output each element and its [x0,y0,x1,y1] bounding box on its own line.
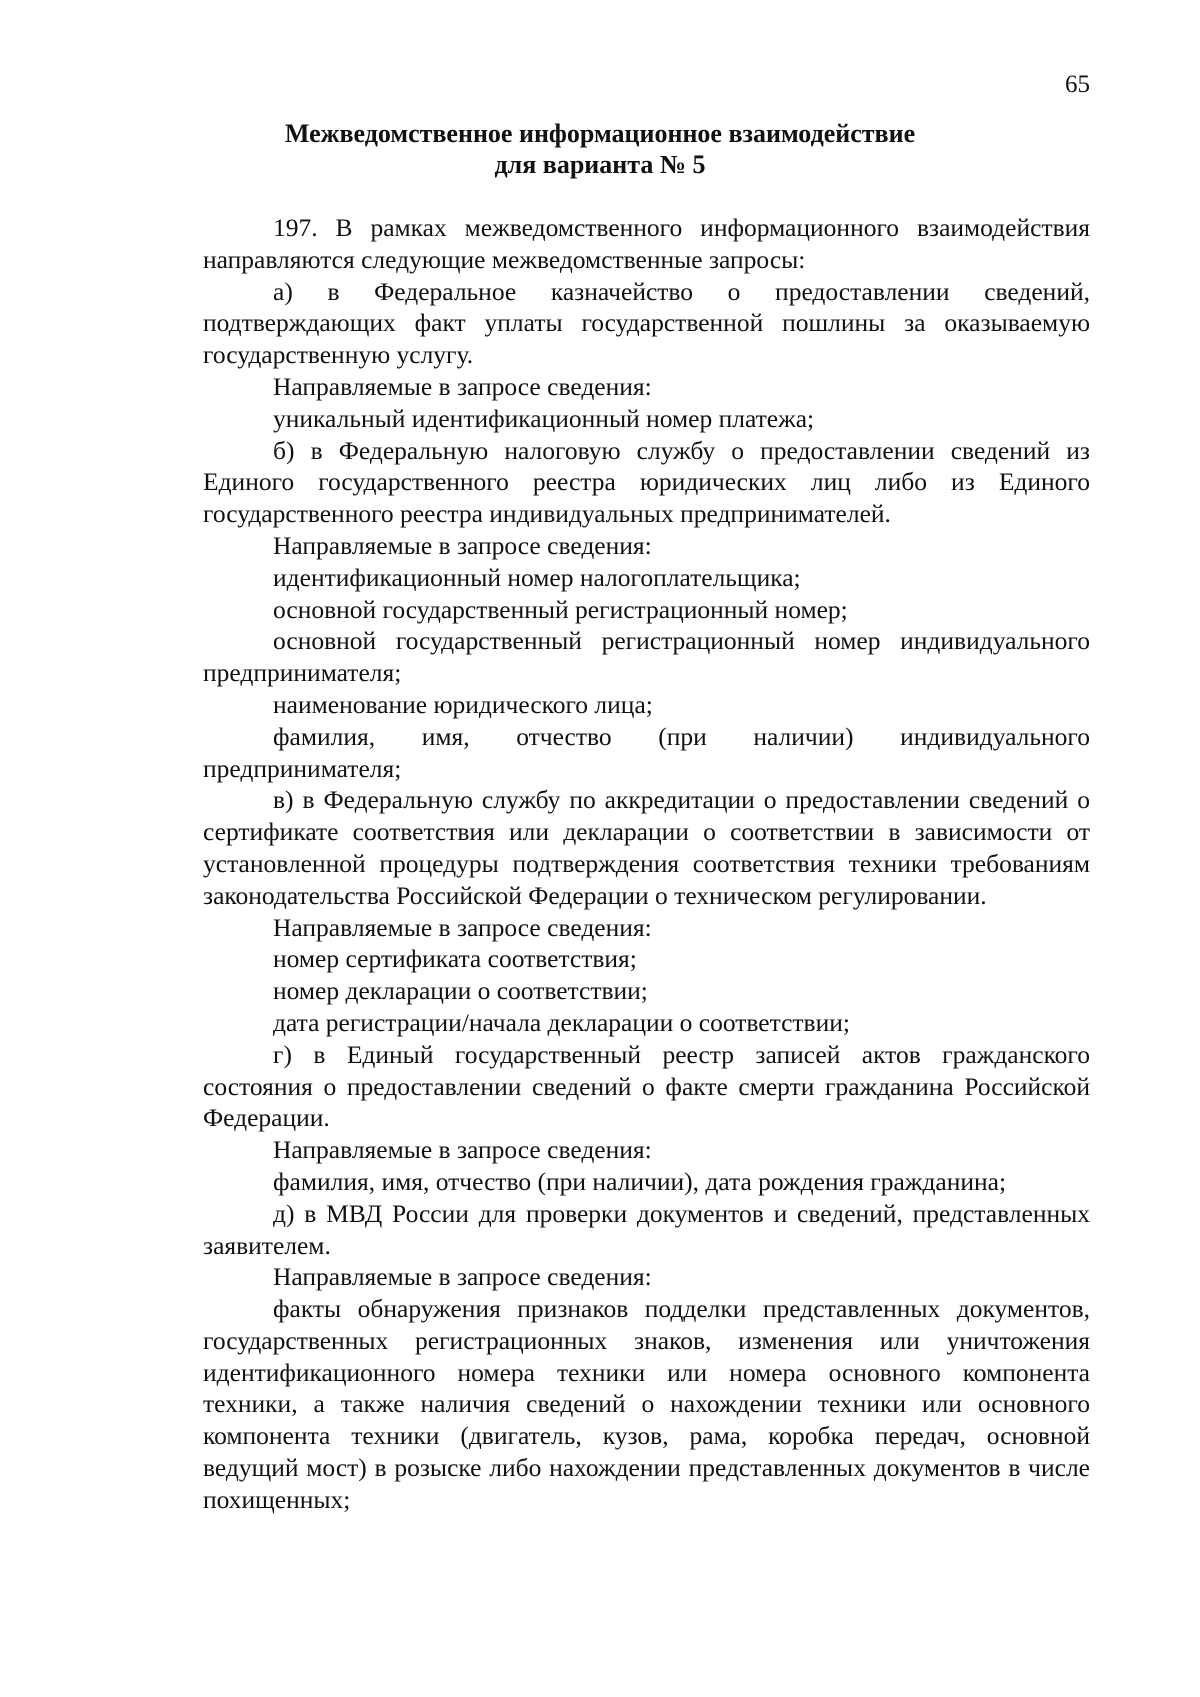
paragraph: д) в МВД России для проверки документов и сведений, представленных заявителем. [203,1198,1090,1260]
paragraph: номер декларации о соответствии; [273,976,648,1006]
paragraph: фамилия, имя, отчество (при наличии) индивидуального предпринимателя; [203,721,1090,783]
paragraph: основной государственный регистрационный номер; [273,594,848,624]
paragraph: Направляемые в запросе сведения: [273,1135,652,1165]
title-line-2: для варианта № 5 [494,150,706,179]
paragraph: Направляемые в запросе сведения: [273,1262,652,1292]
paragraph: Направляемые в запросе сведения: [273,530,652,560]
paragraph: основной государственный регистрационный номер индивидуального предпринимателя; [203,626,1090,688]
paragraph: г) в Единый государственный реестр записей актов гражданского состояния о предоставлении сведений о факте смерти гражданина Российской Федерации. [203,1039,1090,1133]
paragraph: номер сертификата соответствия; [273,944,637,974]
page-title [0,118,1200,180]
paragraph: факты обнаружения признаков подделки представленных документов, государственных регистрационных знаков, изменения или уничтожения идентификационного номера техники или номера основного компонента техники, а также наличия сведений о нахождении техники или основного компонента техники (двигатель, кузов, рама, коробка передач, основной ведущий мост) в розыске либо нахождении представленных документов в числе похищенных; [203,1294,1090,1514]
paragraph: а) в Федеральное казначейство о предоставлении сведений, подтверждающих факт уплаты государственной пошлины за оказываемую государственную услугу. [203,276,1090,370]
paragraph: фамилия, имя, отчество (при наличии), дата рождения гражданина; [273,1166,1007,1196]
paragraph: наименование юридического лица; [273,689,653,719]
paragraph: дата регистрации/начала декларации о соответствии; [273,1007,850,1037]
document-body [203,212,1090,1516]
paragraph: Направляемые в запросе сведения: [273,912,652,942]
paragraph: 197. В рамках межведомственного информационного взаимодействия направляются следующие межведомственные запросы: [203,213,1090,274]
page-number: 65 [1065,71,1090,98]
paragraph: идентификационный номер налогоплательщика; [273,562,801,592]
paragraph: в) в Федеральную службу по аккредитации о предоставлении сведений о сертификате соответствия или декларации о соответствии в зависимости от установленной процедуры подтверждения соответствия техники требованиям законодательства Российской Федерации о техническом регулировании. [203,785,1090,910]
paragraph: уникальный идентификационный номер платежа; [273,403,815,433]
title-line-1: Межведомственное информационное взаимодействие [284,119,916,148]
paragraph: Направляемые в запросе сведения: [273,371,652,401]
paragraph: б) в Федеральную налоговую службу о предоставлении сведений из Единого государственного реестра юридических лиц либо из Единого государственного реестра индивидуальных предпринимателей. [203,435,1090,529]
